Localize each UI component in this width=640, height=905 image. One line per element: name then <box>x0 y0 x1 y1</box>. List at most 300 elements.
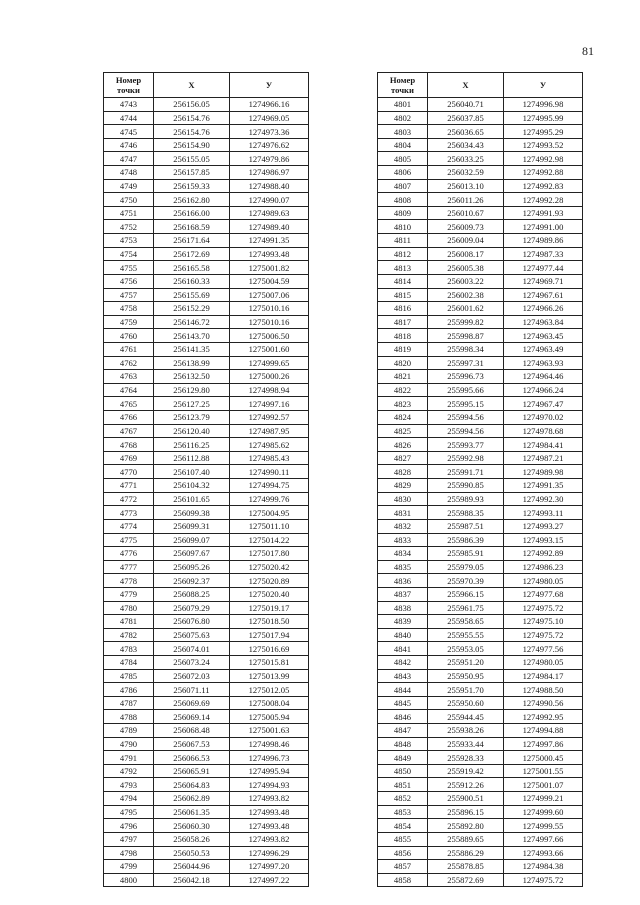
y-coordinate-cell: 1274984.38 <box>504 860 583 874</box>
y-coordinate-cell: 1274966.24 <box>504 383 583 397</box>
point-number-cell: 4842 <box>378 655 428 669</box>
table-row <box>378 860 583 874</box>
x-coordinate-cell: 256099.38 <box>154 506 230 520</box>
y-coordinate-cell: 1275014.22 <box>230 533 309 547</box>
point-number-cell: 4763 <box>104 370 154 384</box>
x-coordinate-cell: 256143.70 <box>154 329 230 343</box>
point-number-cell: 4749 <box>104 179 154 193</box>
point-number-cell: 4762 <box>104 356 154 370</box>
table-row <box>104 152 309 166</box>
x-coordinate-cell: 255997.31 <box>428 356 504 370</box>
y-coordinate-cell: 1275017.80 <box>230 547 309 561</box>
table-row <box>104 737 309 751</box>
y-coordinate-cell: 1275005.94 <box>230 710 309 724</box>
table-row <box>378 383 583 397</box>
point-number-cell: 4760 <box>104 329 154 343</box>
x-coordinate-cell: 255889.65 <box>428 832 504 846</box>
y-coordinate-cell: 1274975.10 <box>504 615 583 629</box>
point-number-cell: 4853 <box>378 805 428 819</box>
point-number-cell: 4755 <box>104 261 154 275</box>
point-number-cell: 4747 <box>104 152 154 166</box>
x-coordinate-cell: 256165.58 <box>154 261 230 275</box>
table-row <box>378 234 583 248</box>
point-number-cell: 4846 <box>378 710 428 724</box>
point-number-header-line2: точки <box>391 85 414 95</box>
y-coordinate-cell: 1274991.93 <box>504 206 583 220</box>
y-coordinate-cell: 1274998.94 <box>230 383 309 397</box>
y-coordinate-cell: 1274993.11 <box>504 506 583 520</box>
y-coordinate-cell: 1274988.40 <box>230 179 309 193</box>
table-row <box>378 819 583 833</box>
x-coordinate-cell: 256011.26 <box>428 193 504 207</box>
y-coordinate-cell: 1274987.33 <box>504 247 583 261</box>
table-row <box>104 873 309 887</box>
x-coordinate-cell: 256154.76 <box>154 111 230 125</box>
x-coordinate-cell: 256141.35 <box>154 342 230 356</box>
table-row <box>104 193 309 207</box>
point-number-cell: 4743 <box>104 98 154 112</box>
point-number-cell: 4770 <box>104 465 154 479</box>
point-number-cell: 4816 <box>378 302 428 316</box>
x-coordinate-cell: 256079.29 <box>154 601 230 615</box>
table-row <box>104 832 309 846</box>
header-row <box>378 73 583 98</box>
x-coordinate-cell: 256062.89 <box>154 792 230 806</box>
point-number-cell: 4806 <box>378 166 428 180</box>
table-row <box>378 832 583 846</box>
y-coordinate-cell: 1274984.41 <box>504 438 583 452</box>
x-coordinate-cell: 256156.05 <box>154 98 230 112</box>
table-row <box>104 601 309 615</box>
x-coordinate-cell: 255953.05 <box>428 642 504 656</box>
point-number-cell: 4759 <box>104 315 154 329</box>
table-row <box>378 683 583 697</box>
table-row <box>104 696 309 710</box>
y-coordinate-cell: 1274977.56 <box>504 642 583 656</box>
x-coordinate-cell: 256166.00 <box>154 206 230 220</box>
point-number-cell: 4810 <box>378 220 428 234</box>
table-row <box>378 356 583 370</box>
y-coordinate-cell: 1274989.40 <box>230 220 309 234</box>
point-number-cell: 4750 <box>104 193 154 207</box>
table-row <box>104 138 309 152</box>
y-coordinate-cell: 1274993.52 <box>504 138 583 152</box>
y-coordinate-cell: 1275018.50 <box>230 615 309 629</box>
table-row <box>378 805 583 819</box>
table-row <box>378 737 583 751</box>
y-coordinate-cell: 1274993.48 <box>230 819 309 833</box>
y-coordinate-cell: 1275000.45 <box>504 751 583 765</box>
table-row <box>378 519 583 533</box>
point-number-cell: 4791 <box>104 751 154 765</box>
point-number-cell: 4808 <box>378 193 428 207</box>
x-coordinate-cell: 256160.33 <box>154 274 230 288</box>
y-coordinate-cell: 1274978.68 <box>504 424 583 438</box>
x-coordinate-cell: 256073.24 <box>154 655 230 669</box>
table-row <box>104 764 309 778</box>
y-coordinate-cell: 1274990.56 <box>504 696 583 710</box>
table-row <box>378 274 583 288</box>
table-row <box>378 615 583 629</box>
table-row <box>378 533 583 547</box>
y-coordinate-cell: 1274963.93 <box>504 356 583 370</box>
x-coordinate-cell: 256005.38 <box>428 261 504 275</box>
table-row <box>104 533 309 547</box>
y-coordinate-cell: 1274987.21 <box>504 451 583 465</box>
point-number-cell: 4780 <box>104 601 154 615</box>
y-coordinate-cell: 1274999.55 <box>504 819 583 833</box>
y-coordinate-cell: 1275001.55 <box>504 764 583 778</box>
x-coordinate-cell: 256003.22 <box>428 274 504 288</box>
y-coordinate-cell: 1274991.35 <box>230 234 309 248</box>
table-row <box>378 193 583 207</box>
y-coordinate-cell: 1275007.06 <box>230 288 309 302</box>
x-coordinate-cell: 255970.39 <box>428 574 504 588</box>
point-number-cell: 4781 <box>104 615 154 629</box>
point-number-cell: 4793 <box>104 778 154 792</box>
x-coordinate-cell: 256104.32 <box>154 479 230 493</box>
x-coordinate-cell: 255994.56 <box>428 411 504 425</box>
point-number-cell: 4756 <box>104 274 154 288</box>
y-coordinate-cell: 1274992.28 <box>504 193 583 207</box>
x-coordinate-cell: 255991.71 <box>428 465 504 479</box>
table-row <box>378 152 583 166</box>
y-coordinate-cell: 1274969.05 <box>230 111 309 125</box>
x-coordinate-cell: 256068.48 <box>154 724 230 738</box>
y-coordinate-cell: 1274963.84 <box>504 315 583 329</box>
table-row <box>378 479 583 493</box>
table-row <box>104 397 309 411</box>
point-number-cell: 4766 <box>104 411 154 425</box>
y-coordinate-cell: 1274995.94 <box>230 764 309 778</box>
y-coordinate-cell: 1274997.20 <box>230 860 309 874</box>
y-coordinate-cell: 1275001.82 <box>230 261 309 275</box>
x-coordinate-cell: 256008.17 <box>428 247 504 261</box>
table-row <box>378 655 583 669</box>
point-number-header-line1: Номер <box>115 75 142 85</box>
table-row <box>378 370 583 384</box>
point-number-cell: 4843 <box>378 669 428 683</box>
table-row <box>104 615 309 629</box>
x-coordinate-cell: 255896.15 <box>428 805 504 819</box>
table-row <box>378 179 583 193</box>
y-coordinate-cell: 1274969.71 <box>504 274 583 288</box>
y-coordinate-cell: 1274992.57 <box>230 411 309 425</box>
y-coordinate-cell: 1274999.21 <box>504 792 583 806</box>
x-coordinate-cell: 256064.83 <box>154 778 230 792</box>
x-coordinate-cell: 256157.85 <box>154 166 230 180</box>
y-coordinate-cell: 1274997.16 <box>230 397 309 411</box>
table-row <box>378 587 583 601</box>
x-coordinate-cell: 256071.11 <box>154 683 230 697</box>
point-number-cell: 4744 <box>104 111 154 125</box>
y-coordinate-cell: 1274992.30 <box>504 492 583 506</box>
point-number-cell: 4776 <box>104 547 154 561</box>
y-coordinate-cell: 1274977.44 <box>504 261 583 275</box>
table-row <box>378 451 583 465</box>
x-coordinate-cell: 255878.85 <box>428 860 504 874</box>
x-coordinate-cell: 255951.20 <box>428 655 504 669</box>
point-number-cell: 4746 <box>104 138 154 152</box>
point-number-cell: 4855 <box>378 832 428 846</box>
y-coordinate-cell: 1274993.66 <box>504 846 583 860</box>
table-row <box>378 873 583 887</box>
x-coordinate-cell: 255961.75 <box>428 601 504 615</box>
table-row <box>104 342 309 356</box>
x-coordinate-cell: 255892.80 <box>428 819 504 833</box>
table-row <box>378 438 583 452</box>
y-coordinate-cell: 1274996.98 <box>504 98 583 112</box>
y-coordinate-cell: 1274994.93 <box>230 778 309 792</box>
x-coordinate-cell: 255938.26 <box>428 724 504 738</box>
x-coordinate-cell: 256050.53 <box>154 846 230 860</box>
point-number-header-line1: Номер <box>389 75 416 85</box>
point-number-cell: 4745 <box>104 125 154 139</box>
point-number-cell: 4801 <box>378 98 428 112</box>
y-coordinate-cell: 1274997.22 <box>230 873 309 887</box>
point-number-cell: 4777 <box>104 560 154 574</box>
table-row <box>104 274 309 288</box>
x-coordinate-cell: 255958.65 <box>428 615 504 629</box>
table-row <box>104 247 309 261</box>
y-coordinate-cell: 1274966.16 <box>230 98 309 112</box>
y-coordinate-cell: 1274995.29 <box>504 125 583 139</box>
point-number-cell: 4830 <box>378 492 428 506</box>
point-number-cell: 4765 <box>104 397 154 411</box>
x-coordinate-cell: 256066.53 <box>154 751 230 765</box>
y-header: У <box>504 73 583 98</box>
point-number-cell: 4788 <box>104 710 154 724</box>
table-row <box>378 492 583 506</box>
y-coordinate-cell: 1274997.86 <box>504 737 583 751</box>
point-number-cell: 4851 <box>378 778 428 792</box>
y-coordinate-cell: 1274967.61 <box>504 288 583 302</box>
table-row <box>378 397 583 411</box>
table-row <box>104 315 309 329</box>
x-coordinate-cell: 256127.25 <box>154 397 230 411</box>
y-coordinate-cell: 1275020.42 <box>230 560 309 574</box>
y-coordinate-cell: 1274989.86 <box>504 234 583 248</box>
point-number-cell: 4827 <box>378 451 428 465</box>
y-coordinate-cell: 1274990.07 <box>230 193 309 207</box>
x-coordinate-cell: 255886.29 <box>428 846 504 860</box>
table-row <box>378 411 583 425</box>
y-coordinate-cell: 1275012.05 <box>230 683 309 697</box>
x-coordinate-cell: 256138.99 <box>154 356 230 370</box>
point-number-cell: 4829 <box>378 479 428 493</box>
y-coordinate-cell: 1274964.46 <box>504 370 583 384</box>
table-row <box>378 465 583 479</box>
table-row <box>104 179 309 193</box>
table-row <box>104 669 309 683</box>
point-number-cell: 4792 <box>104 764 154 778</box>
y-coordinate-cell: 1275013.99 <box>230 669 309 683</box>
table-row <box>104 547 309 561</box>
x-coordinate-cell: 256075.63 <box>154 628 230 642</box>
y-coordinate-cell: 1274993.82 <box>230 792 309 806</box>
point-number-header-line2: точки <box>117 85 140 95</box>
y-coordinate-cell: 1274975.72 <box>504 628 583 642</box>
table-row <box>378 628 583 642</box>
point-number-cell: 4825 <box>378 424 428 438</box>
x-coordinate-cell: 256061.35 <box>154 805 230 819</box>
x-coordinate-cell: 255985.91 <box>428 547 504 561</box>
point-number-cell: 4858 <box>378 873 428 887</box>
point-number-cell: 4797 <box>104 832 154 846</box>
point-number-cell: 4847 <box>378 724 428 738</box>
table-row <box>104 819 309 833</box>
table-row <box>104 288 309 302</box>
y-coordinate-cell: 1274992.89 <box>504 547 583 561</box>
point-number-cell: 4804 <box>378 138 428 152</box>
point-number-cell: 4833 <box>378 533 428 547</box>
y-header: У <box>230 73 309 98</box>
table-row <box>104 166 309 180</box>
table-row <box>378 642 583 656</box>
point-number-cell: 4820 <box>378 356 428 370</box>
point-number-cell: 4817 <box>378 315 428 329</box>
point-number-cell: 4809 <box>378 206 428 220</box>
table-row <box>378 846 583 860</box>
table-row <box>104 805 309 819</box>
point-number-cell: 4773 <box>104 506 154 520</box>
point-number-cell: 4811 <box>378 234 428 248</box>
x-coordinate-cell: 255950.95 <box>428 669 504 683</box>
y-coordinate-cell: 1275000.26 <box>230 370 309 384</box>
table-row <box>104 860 309 874</box>
y-coordinate-cell: 1274990.11 <box>230 465 309 479</box>
y-coordinate-cell: 1274975.72 <box>504 601 583 615</box>
y-coordinate-cell: 1274967.47 <box>504 397 583 411</box>
point-number-cell: 4787 <box>104 696 154 710</box>
x-coordinate-cell: 255950.60 <box>428 696 504 710</box>
y-coordinate-cell: 1274963.45 <box>504 329 583 343</box>
table-row <box>378 220 583 234</box>
x-coordinate-cell: 256036.65 <box>428 125 504 139</box>
page-number: 81 <box>582 44 594 58</box>
table-row <box>104 506 309 520</box>
table-row <box>104 846 309 860</box>
x-coordinate-cell: 255966.15 <box>428 587 504 601</box>
table-row <box>378 724 583 738</box>
table-row <box>104 411 309 425</box>
point-number-cell: 4790 <box>104 737 154 751</box>
x-coordinate-cell: 255996.73 <box>428 370 504 384</box>
x-coordinate-cell: 255912.26 <box>428 778 504 792</box>
y-coordinate-cell: 1274970.02 <box>504 411 583 425</box>
point-number-cell: 4769 <box>104 451 154 465</box>
y-coordinate-cell: 1274984.17 <box>504 669 583 683</box>
table-row <box>104 424 309 438</box>
x-coordinate-cell: 255951.70 <box>428 683 504 697</box>
y-coordinate-cell: 1274986.97 <box>230 166 309 180</box>
y-coordinate-cell: 1274994.75 <box>230 479 309 493</box>
y-coordinate-cell: 1274989.98 <box>504 465 583 479</box>
x-coordinate-cell: 256033.25 <box>428 152 504 166</box>
point-number-cell: 4764 <box>104 383 154 397</box>
y-coordinate-cell: 1274995.99 <box>504 111 583 125</box>
x-coordinate-cell: 255979.05 <box>428 560 504 574</box>
table-row <box>104 479 309 493</box>
y-coordinate-cell: 1274993.82 <box>230 832 309 846</box>
y-coordinate-cell: 1274985.43 <box>230 451 309 465</box>
y-coordinate-cell: 1275019.17 <box>230 601 309 615</box>
x-coordinate-cell: 256074.01 <box>154 642 230 656</box>
x-coordinate-cell: 255998.87 <box>428 329 504 343</box>
y-coordinate-cell: 1274985.62 <box>230 438 309 452</box>
table-row <box>104 724 309 738</box>
y-coordinate-cell: 1274992.98 <box>504 152 583 166</box>
y-coordinate-cell: 1274979.86 <box>230 152 309 166</box>
table-row <box>104 778 309 792</box>
x-coordinate-cell: 255944.45 <box>428 710 504 724</box>
table-row <box>378 751 583 765</box>
x-coordinate-cell: 255986.39 <box>428 533 504 547</box>
table-row <box>104 519 309 533</box>
x-coordinate-cell: 256132.50 <box>154 370 230 384</box>
x-coordinate-cell: 256092.37 <box>154 574 230 588</box>
y-coordinate-cell: 1274994.88 <box>504 724 583 738</box>
table-row <box>378 778 583 792</box>
y-coordinate-cell: 1275016.69 <box>230 642 309 656</box>
y-coordinate-cell: 1274987.95 <box>230 424 309 438</box>
x-coordinate-cell: 256032.59 <box>428 166 504 180</box>
table-row <box>104 642 309 656</box>
point-number-header <box>104 73 154 98</box>
point-number-cell: 4849 <box>378 751 428 765</box>
point-number-cell: 4854 <box>378 819 428 833</box>
point-number-header <box>378 73 428 98</box>
table-row <box>104 655 309 669</box>
point-number-cell: 4751 <box>104 206 154 220</box>
point-number-cell: 4821 <box>378 370 428 384</box>
y-coordinate-cell: 1274992.83 <box>504 179 583 193</box>
x-coordinate-cell: 256116.25 <box>154 438 230 452</box>
point-number-cell: 4800 <box>104 873 154 887</box>
point-number-cell: 4835 <box>378 560 428 574</box>
point-number-cell: 4778 <box>104 574 154 588</box>
y-coordinate-cell: 1274989.63 <box>230 206 309 220</box>
point-number-cell: 4840 <box>378 628 428 642</box>
point-number-cell: 4822 <box>378 383 428 397</box>
y-coordinate-cell: 1275001.63 <box>230 724 309 738</box>
x-coordinate-cell: 256009.04 <box>428 234 504 248</box>
table-row <box>378 111 583 125</box>
y-coordinate-cell: 1274991.35 <box>504 479 583 493</box>
y-coordinate-cell: 1274975.72 <box>504 873 583 887</box>
coordinate-table-left <box>103 72 309 887</box>
point-number-cell: 4832 <box>378 519 428 533</box>
y-coordinate-cell: 1274986.23 <box>504 560 583 574</box>
point-number-cell: 4786 <box>104 683 154 697</box>
table-row <box>378 424 583 438</box>
x-coordinate-cell: 256001.62 <box>428 302 504 316</box>
y-coordinate-cell: 1274998.46 <box>230 737 309 751</box>
point-number-cell: 4813 <box>378 261 428 275</box>
table-row <box>378 261 583 275</box>
table-row <box>378 560 583 574</box>
x-coordinate-cell: 256076.80 <box>154 615 230 629</box>
point-number-cell: 4748 <box>104 166 154 180</box>
x-coordinate-cell: 255994.56 <box>428 424 504 438</box>
point-number-cell: 4845 <box>378 696 428 710</box>
table-row <box>378 125 583 139</box>
point-number-cell: 4828 <box>378 465 428 479</box>
point-number-cell: 4831 <box>378 506 428 520</box>
x-coordinate-cell: 256040.71 <box>428 98 504 112</box>
table-row <box>378 696 583 710</box>
point-number-cell: 4771 <box>104 479 154 493</box>
